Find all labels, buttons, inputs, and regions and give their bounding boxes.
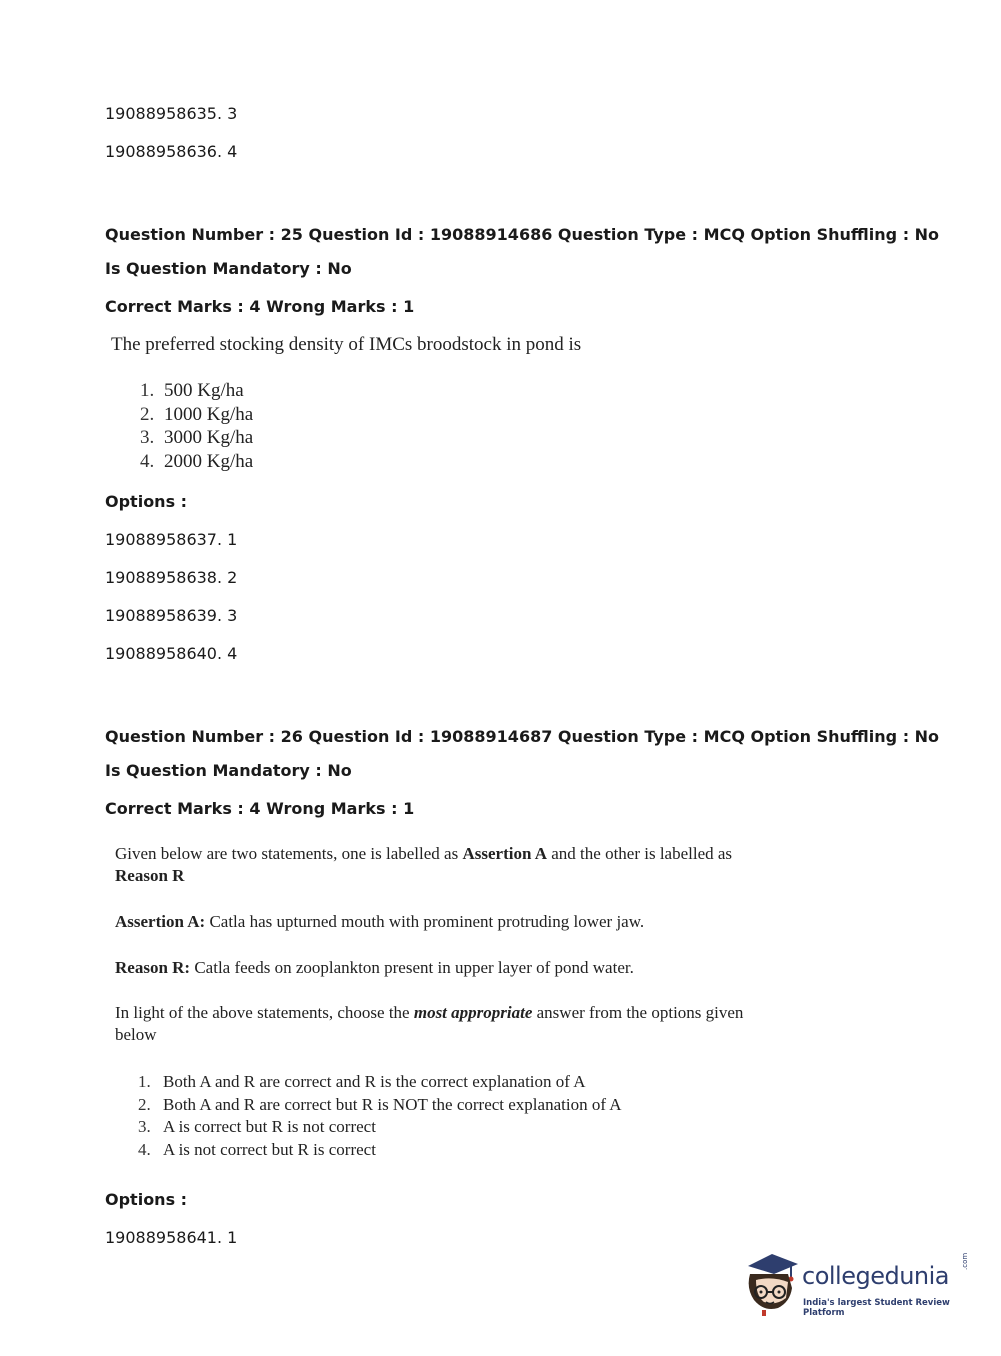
- question-choices: [140, 379, 253, 473]
- option-line: 19088958639. 3: [105, 606, 238, 625]
- option-line: 19088958640. 4: [105, 644, 238, 663]
- mascot-icon: [742, 1248, 804, 1318]
- choice-item: 4. 2000 Kg/ha: [140, 450, 254, 472]
- question-marks: Correct Marks : 4 Wrong Marks : 1: [105, 799, 415, 818]
- logo-wordmark: collegedunia: [802, 1262, 950, 1290]
- option-line: 19088958638. 2: [105, 568, 238, 587]
- question-text: The preferred stocking density of IMCs broodstock in pond is: [111, 334, 582, 355]
- question-intro: Given below are two statements, one is labelled as Assertion A and the other is labelled as Reason R: [115, 844, 733, 885]
- assertion-statement: Assertion A: Catla has upturned mouth with prominent protruding lower jaw.: [115, 912, 645, 931]
- logo-domain: .com: [961, 1252, 969, 1270]
- logo-tagline: India's largest Student Review Platform: [803, 1298, 950, 1318]
- option-line: 19088958635. 3: [105, 104, 238, 123]
- question-instruction: In light of the above statements, choose the most appropriate answer from the options given below: [115, 1003, 744, 1044]
- choice-item: 1. Both A and R are correct and R is the correct explanation of A: [138, 1072, 586, 1091]
- question-header: Question Number : 25 Question Id : 19088914686 Question Type : MCQ Option Shuffling : No: [105, 225, 940, 244]
- question-mandatory: Is Question Mandatory : No: [105, 259, 352, 278]
- choice-item: 4. A is not correct but R is correct: [138, 1140, 376, 1160]
- question-choices: [138, 1071, 622, 1162]
- collegedunia-logo: [742, 1248, 972, 1318]
- choice-item: 2. 1000 Kg/ha: [140, 403, 254, 425]
- question-mandatory: Is Question Mandatory : No: [105, 761, 352, 780]
- option-line: 19088958636. 4: [105, 142, 238, 161]
- options-label: Options :: [105, 1190, 188, 1209]
- option-line: 19088958641. 1: [105, 1228, 238, 1247]
- option-line: 19088958637. 1: [105, 530, 238, 549]
- reason-statement: Reason R: Catla feeds on zooplankton present in upper layer of pond water.: [115, 958, 634, 977]
- choice-item: 3. A is correct but R is not correct: [138, 1117, 376, 1137]
- choice-item: 1. 500 Kg/ha: [140, 380, 244, 401]
- options-label: Options :: [105, 492, 188, 511]
- choice-item: 3. 3000 Kg/ha: [140, 427, 254, 448]
- choice-item: 2. Both A and R are correct but R is NOT the correct explanation of A: [138, 1094, 622, 1114]
- question-header: Question Number : 26 Question Id : 19088914687 Question Type : MCQ Option Shuffling : No: [105, 727, 940, 746]
- question-marks: Correct Marks : 4 Wrong Marks : 1: [105, 297, 415, 316]
